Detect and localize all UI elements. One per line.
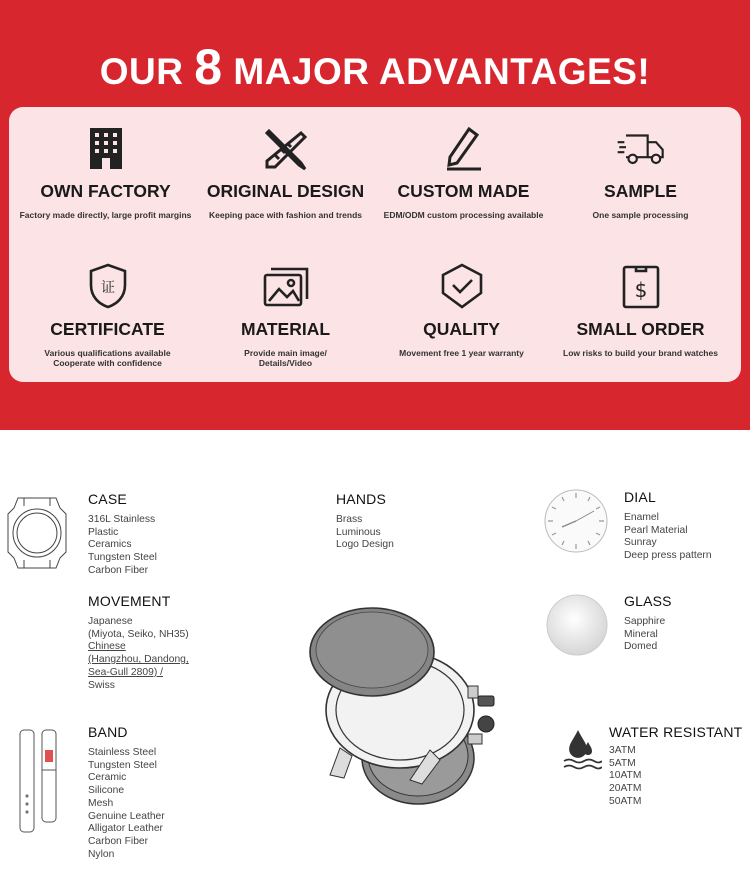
spec-band <box>88 724 165 861</box>
spec-item: Ceramics <box>88 539 132 551</box>
advantage-desc: Low risks to build your brand watches <box>563 348 718 358</box>
spec-hands <box>336 491 394 552</box>
spec-list <box>624 512 712 563</box>
advantages-panel <box>9 107 741 382</box>
advantage-quality <box>370 263 553 358</box>
spec-item: 50ATM <box>609 795 642 807</box>
watch-dial-image <box>544 489 608 553</box>
spec-movement <box>88 593 189 692</box>
advantage-desc-line2: Details/Video <box>258 358 313 368</box>
spec-item: Deep press pattern <box>624 550 712 562</box>
advantage-desc <box>194 348 377 368</box>
building-icon <box>81 125 131 171</box>
spec-item: Sunray <box>624 537 657 549</box>
spec-glass <box>624 593 672 654</box>
certificate-shield-icon <box>83 263 133 309</box>
headline <box>0 38 750 96</box>
watch-glass-image <box>545 594 609 656</box>
spec-title: WATER RESISTANT <box>609 724 743 740</box>
spec-item: 5ATM <box>609 757 636 769</box>
delivery-truck-icon <box>616 125 666 171</box>
spec-list <box>88 514 157 578</box>
advantage-title: SMALL ORDER <box>576 319 705 339</box>
spec-dial <box>624 489 712 563</box>
advantage-title: QUALITY <box>423 319 500 339</box>
spec-title: HANDS <box>336 491 387 507</box>
headline-text-end: MAJOR ADVANTAGES! <box>222 51 651 92</box>
spec-item: Tungsten Steel <box>88 552 157 564</box>
spec-item: (Hangzhou, Dandong, <box>88 654 189 666</box>
spec-title: BAND <box>88 724 128 740</box>
spec-item: Ceramic <box>88 772 127 784</box>
watch-case-image <box>4 492 70 574</box>
advantage-desc <box>16 348 199 368</box>
spec-title: CASE <box>88 491 127 507</box>
spec-item: 316L Stainless <box>88 514 156 525</box>
spec-item: Sea-Gull 2809) / <box>88 666 163 678</box>
advantage-original-design <box>194 125 377 220</box>
advantage-material <box>194 263 377 368</box>
spec-item: Brass <box>336 514 363 525</box>
advantage-own-factory <box>14 125 197 220</box>
spec-item: Silicone <box>88 785 125 797</box>
spec-item: Alligator Leather <box>88 823 163 835</box>
spec-title: MOVEMENT <box>88 593 171 609</box>
advantage-desc-line1: Provide main image/ <box>244 348 327 358</box>
watch-exploded-view-image <box>300 600 510 820</box>
advantage-title: SAMPLE <box>604 181 677 201</box>
advantage-desc: Factory made directly, large profit margins <box>19 210 192 220</box>
spec-item: Domed <box>624 641 658 653</box>
advantage-title: CERTIFICATE <box>50 319 165 339</box>
advantage-desc: Keeping pace with fashion and trends <box>208 210 363 220</box>
spec-item: Enamel <box>624 512 659 523</box>
advantage-desc: Movement free 1 year warranty <box>399 348 524 358</box>
spec-list <box>624 616 672 654</box>
spec-item: Luminous <box>336 526 381 538</box>
spec-title: GLASS <box>624 593 672 609</box>
advantage-title: MATERIAL <box>240 319 331 339</box>
spec-item: Logo Design <box>336 539 394 551</box>
spec-list <box>336 514 394 552</box>
spec-item: Tungsten Steel <box>88 759 157 771</box>
advantage-desc: One sample processing <box>592 210 689 220</box>
spec-list <box>88 747 165 861</box>
watch-band-image <box>14 726 64 836</box>
spec-item: Japanese <box>88 616 133 627</box>
spec-item: Stainless Steel <box>88 747 157 758</box>
spec-item: 3ATM <box>609 745 636 756</box>
spec-item: Pearl Material <box>624 524 688 536</box>
spec-item: 10ATM <box>609 770 642 782</box>
spec-water-resistant <box>609 724 742 809</box>
advantage-certificate <box>16 263 199 368</box>
spec-item: Plastic <box>88 526 119 538</box>
advantage-sample <box>549 125 732 220</box>
price-tag-icon <box>616 263 666 309</box>
spec-item: 20ATM <box>609 783 642 795</box>
pencil-ruler-icon <box>261 125 311 171</box>
spec-item: Carbon Fiber <box>88 564 149 576</box>
spec-item: Chinese <box>88 641 126 653</box>
spec-item: Swiss <box>88 679 115 691</box>
advantage-title: CUSTOM MADE <box>397 181 530 201</box>
image-gallery-icon <box>261 263 311 309</box>
headline-number: 8 <box>194 39 223 95</box>
spec-case <box>88 491 157 578</box>
spec-item: Mineral <box>624 628 658 640</box>
spec-item: Nylon <box>88 848 115 860</box>
quality-check-icon <box>437 263 487 309</box>
pen-icon <box>439 125 489 171</box>
headline-text-start: OUR <box>99 51 195 92</box>
spec-list <box>88 616 189 692</box>
spec-item: Mesh <box>88 797 114 809</box>
spec-item: Genuine Leather <box>88 810 165 822</box>
water-drop-icon <box>562 730 602 770</box>
advantage-small-order <box>549 263 732 358</box>
advantage-desc-line2: Cooperate with confidence <box>53 358 162 368</box>
advantage-title: OWN FACTORY <box>40 181 171 201</box>
spec-list <box>609 745 742 809</box>
advantages-banner <box>0 0 750 430</box>
advantage-desc: EDM/ODM custom processing available <box>383 210 544 220</box>
spec-item: (Miyota, Seiko, NH35) <box>88 628 189 640</box>
svg-text:$: $ <box>634 278 647 302</box>
spec-title: DIAL <box>624 489 656 505</box>
spec-item: Carbon Fiber <box>88 835 149 847</box>
svg-text:证: 证 <box>100 280 115 296</box>
advantage-custom-made <box>372 125 555 220</box>
spec-item: Sapphire <box>624 616 666 627</box>
advantage-desc-line1: Various qualifications available <box>44 348 171 358</box>
advantage-title: ORIGINAL DESIGN <box>206 181 365 201</box>
